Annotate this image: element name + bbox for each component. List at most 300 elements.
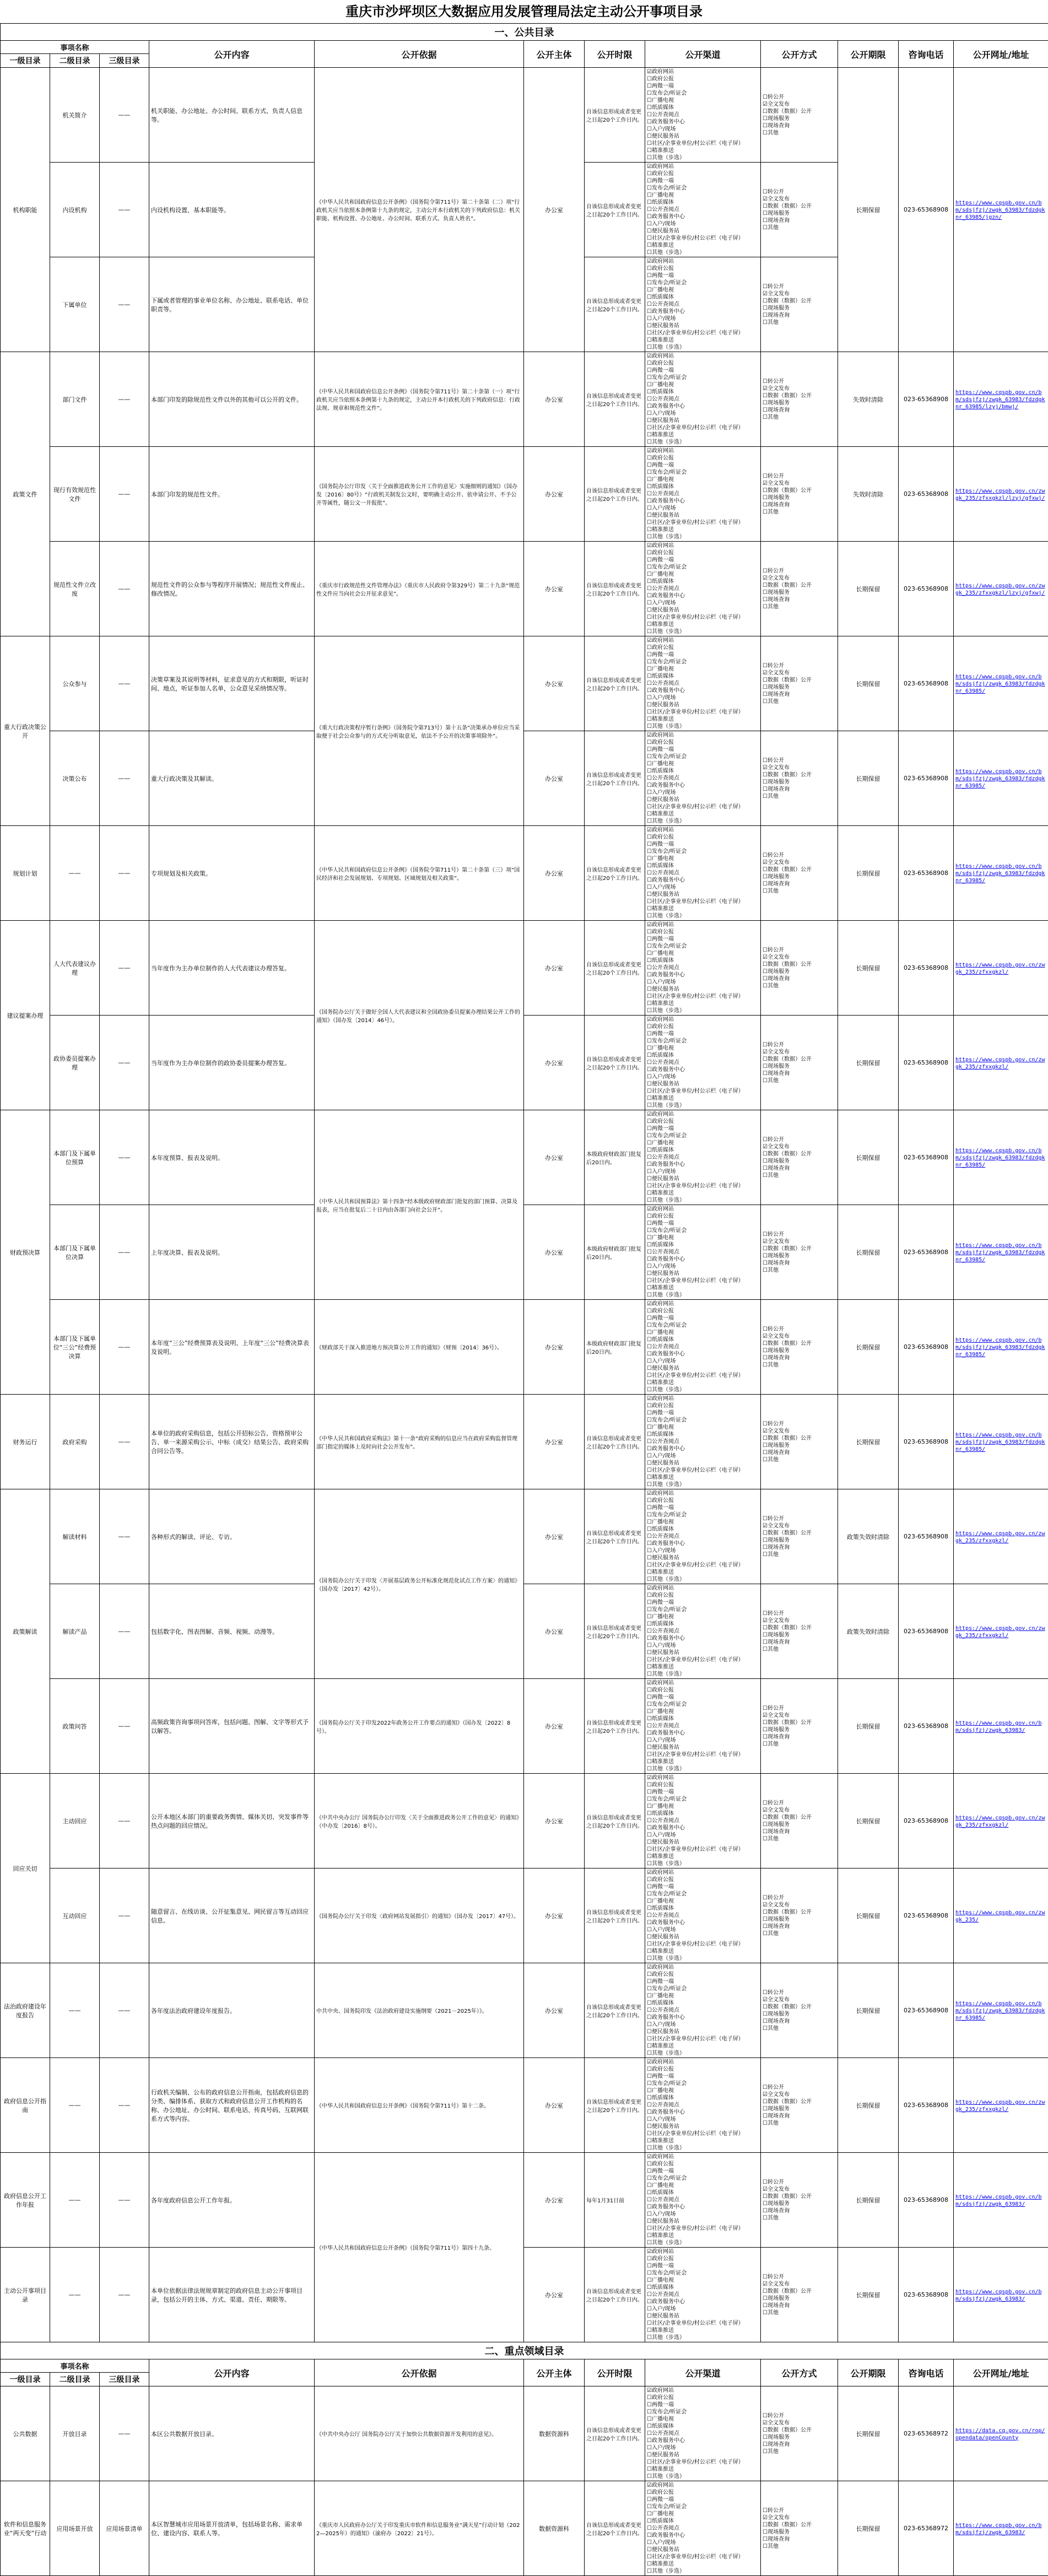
option-item: ☐其他（步选） xyxy=(647,818,759,825)
option-item: ☐公开查阅点 xyxy=(647,301,759,308)
option-item: ☐两微一端 xyxy=(647,2073,759,2080)
cell-method xyxy=(761,447,838,542)
cell-l2: 本部门及下属单位“三公”经费预决算 xyxy=(50,1300,100,1395)
cell-url xyxy=(954,68,1048,352)
cell-method xyxy=(761,352,838,447)
header-content: 公开内容 xyxy=(149,2359,315,2386)
option-item: ☐精准推送 xyxy=(647,1853,759,1860)
cell-l3: —— xyxy=(100,1205,149,1300)
option-item: ☐转公开 xyxy=(763,852,836,859)
cell-time: 自该信息形成或者变更之日起20个工作日内。 xyxy=(585,1395,645,1489)
url-link[interactable]: https://www.cqspb.gov.cn/bm/sdsjfzj/zwgk_63983/fdzdgknr_63985/ xyxy=(955,863,1045,884)
option-item: ☐数据（数据）公开 xyxy=(763,2427,836,2434)
option-item: ☐政务服务中心 xyxy=(647,2437,759,2444)
cell-period: 长期保留 xyxy=(838,68,899,352)
option-item: ☐政务服务中心 xyxy=(647,877,759,884)
cell-phone: 023-65368908 xyxy=(899,447,954,542)
cell-subject: 办公室 xyxy=(524,2153,585,2248)
option-item: ☐两微一端 xyxy=(647,651,759,658)
option-item: ☐纸质媒体 xyxy=(647,1715,759,1722)
cell-l2: 政策问答 xyxy=(50,1679,100,1774)
cell-subject: 办公室 xyxy=(524,1679,585,1774)
option-item: ☐转公开 xyxy=(763,2179,836,2186)
option-item: ☐其他（步选） xyxy=(647,1860,759,1867)
option-item: ☑政府网站 xyxy=(647,353,759,360)
option-item: ☐两微一端 xyxy=(647,83,759,90)
cell-l3: —— xyxy=(100,1868,149,1963)
table-row xyxy=(1,1489,1048,1584)
option-item: ☐现场查询 xyxy=(763,691,836,698)
cell-time: 自该信息形成或者变更之日起20个工作日内。 xyxy=(585,1868,645,1963)
option-item: ☐社区/企事业单位/村公示栏（电子屏） xyxy=(647,993,759,1000)
option-item: ☐公开查阅点 xyxy=(647,2291,759,2298)
option-item: ☐政府公报 xyxy=(647,455,759,462)
cell-phone: 023-65368908 xyxy=(899,1205,954,1300)
option-item: ☑政府网站 xyxy=(647,1300,759,1308)
option-item: ☐发布会/听证会 xyxy=(647,1038,759,1045)
cell-method xyxy=(761,542,838,636)
option-item: ☐转公开 xyxy=(763,473,836,480)
option-item: ☐其他（步选） xyxy=(647,1102,759,1109)
cell-subject: 办公室 xyxy=(524,1774,585,1868)
option-item: ☐数据（数据）公开 xyxy=(763,2003,836,2011)
url-link[interactable]: https://www.cqspb.gov.cn/bm/sdsjfzj/zwgk_63983/fdzdgknr_63985/ xyxy=(955,1432,1045,1452)
cell-phone: 023-65368908 xyxy=(899,636,954,731)
option-item: ☐其他（步选） xyxy=(647,439,759,446)
option-item: ☑全文发布 xyxy=(763,2186,836,2193)
cell-method xyxy=(761,1679,838,1774)
url-link[interactable]: https://www.cqspb.gov.cn/bm/sdsjfzj/zwgk_63983/fdzdgknr_63985/ xyxy=(955,1243,1045,1263)
cell-period: 长期保留 xyxy=(838,1774,899,1868)
cell-subject: 办公室 xyxy=(524,2248,585,2342)
cell-url xyxy=(954,636,1048,731)
url-link[interactable]: https://www.cqspb.gov.cn/zwgk_235/zfxxgkzl/lzyj/gfxwj/ xyxy=(955,583,1045,596)
option-item: ☐政府公报 xyxy=(647,1687,759,1694)
url-link[interactable]: https://www.cqspb.gov.cn/bm/sdsjfzj/zwgk_63983/fdzdgknr_63985/lzyj/bmwj/ xyxy=(955,390,1045,410)
option-item: ☐现场服务 xyxy=(763,684,836,691)
cell-subject: 办公室 xyxy=(524,1300,585,1395)
cell-l1: 政策解读 xyxy=(1,1489,50,1774)
option-item: ☐两微一端 xyxy=(647,2401,759,2408)
option-item: ☑全文发布 xyxy=(763,669,836,677)
option-item: ☐数据（数据）公开 xyxy=(763,866,836,873)
cell-method xyxy=(761,2386,838,2481)
option-item: ☐现场查询 xyxy=(763,2536,836,2543)
option-item: ☐发布会/听证会 xyxy=(647,1417,759,1424)
header-phone: 咨询电话 xyxy=(899,41,954,68)
option-item: ☐广播电视 xyxy=(647,1613,759,1621)
url-link[interactable]: https://www.cqspb.gov.cn/zwgk_235/zfxxgkzl/ xyxy=(955,1057,1045,1070)
option-item: ☐政务服务中心 xyxy=(647,1351,759,1358)
option-item: ☐公开查阅点 xyxy=(647,1249,759,1256)
section-title: 一、公共目录 xyxy=(1,24,1048,41)
cell-l2: 规范性文件立改废 xyxy=(50,542,100,636)
url-link[interactable]: https://www.cqspb.gov.cn/bm/sdsjfzj/zwgk_63983/fdzdgknr_63985/ xyxy=(955,769,1045,789)
cell-channel xyxy=(645,1300,761,1395)
option-item: ☐政府公报 xyxy=(647,1213,759,1220)
option-item: ☐便民服务站 xyxy=(647,2123,759,2130)
option-item: ☐发布会/听证会 xyxy=(647,1606,759,1613)
cell-url xyxy=(954,1016,1048,1110)
option-item: ☐其他 xyxy=(763,1741,836,1748)
url-link[interactable]: https://www.cqspb.gov.cn/bm/sdsjfzj/zwgk_63983/ xyxy=(955,1720,1042,1733)
option-item: ☐社区/企事业单位/村公示栏（电子屏） xyxy=(647,1088,759,1095)
cell-url xyxy=(954,1395,1048,1489)
option-item: ☐精准推送 xyxy=(647,1284,759,1292)
option-item: ☐精准推送 xyxy=(647,2232,759,2239)
table-row xyxy=(1,447,1048,542)
cell-phone: 023-65368908 xyxy=(899,1963,954,2058)
option-item: ☐两微一端 xyxy=(647,1220,759,1227)
url-link[interactable]: https://www.cqspb.gov.cn/bm/sdsjfzj/zwgk_63983/ xyxy=(955,2523,1042,2536)
option-item: ☐广播电视 xyxy=(647,381,759,388)
url-link[interactable]: https://www.cqspb.gov.cn/bm/sdsjfzj/zwgk_63983/fdzdgknr_63985/ xyxy=(955,2001,1045,2021)
option-item: ☑全文发布 xyxy=(763,1049,836,1056)
cell-basis: 《中华人民共和国政府信息公开条例》（国务院令第711号）第二十条第（二）项“行政机关应当依照本条例第十九条的规定，主动公开本行政机关的下列政府信息：机关职能、机构设置、办公地址、办公时间、联系方式、负责人姓名”。 xyxy=(315,68,524,352)
option-item: ☐精准推送 xyxy=(647,526,759,533)
option-item: ☑政府网站 xyxy=(647,68,759,75)
url-link[interactable]: https://www.cqspb.gov.cn/zwgk_235/zfxxgkzl/ xyxy=(955,1815,1045,1828)
option-item: ☐广播电视 xyxy=(647,2182,759,2189)
option-item: ☐便民服务站 xyxy=(647,322,759,330)
cell-channel xyxy=(645,163,761,257)
option-item: ☐政府公报 xyxy=(647,928,759,936)
option-item: ☐发布会/听证会 xyxy=(647,1796,759,1803)
option-item: ☐其他 xyxy=(763,1362,836,1369)
cell-content: 专项规划及相关政策。 xyxy=(149,826,315,921)
option-item: ☐政府公报 xyxy=(647,1876,759,1883)
option-item: ☐政府公报 xyxy=(647,75,759,83)
option-item: ☐发布会/听证会 xyxy=(647,185,759,192)
option-item: ☐两微一端 xyxy=(647,272,759,279)
url-link[interactable]: https://www.cqspb.gov.cn/bm/sdsjfzj/zwgk_63983/fdzdgknr_63985/ xyxy=(955,674,1045,694)
cell-content: 本单位依据法律法规规章制定的政府信息主动公开事项目录，包括公开的主体、方式、渠道、责任、期限等。 xyxy=(149,2248,315,2342)
option-item: ☐政务服务中心 xyxy=(647,1445,759,1452)
section-row xyxy=(1,24,1048,41)
url-link[interactable]: https://www.cqspb.gov.cn/zwgk_235/zfxxgkzl/ xyxy=(955,2099,1045,2113)
cell-l2: 政协委员提案办理 xyxy=(50,1016,100,1110)
option-item: ☐现场服务 xyxy=(763,1821,836,1828)
table-row xyxy=(1,1300,1048,1395)
option-item: ☑政府网站 xyxy=(647,1679,759,1687)
option-item: ☐政务服务中心 xyxy=(647,1730,759,1737)
option-item: ☐公开查阅点 xyxy=(647,2196,759,2204)
cell-channel xyxy=(645,2386,761,2481)
option-item: ☐政府公报 xyxy=(647,2489,759,2496)
cell-l2: —— xyxy=(50,2058,100,2153)
cell-basis: 《中华人民共和国政府信息公开条例》（国务院令第711号）第二十条第（一）项“行政机关应当依照本条例第十九条的规定，主动公开本行政机关的下列政府信息：行政法规、规章和规范性文件”。 xyxy=(315,352,524,447)
option-item: ☐转公开 xyxy=(763,1989,836,1996)
cell-l1: 政府信息公开指南 xyxy=(1,2058,50,2153)
option-item: ☑全文发布 xyxy=(763,1807,836,1814)
option-item: ☐两微一端 xyxy=(647,2168,759,2175)
option-item: ☐发布会/听证会 xyxy=(647,1227,759,1234)
option-item: ☐转公开 xyxy=(763,1136,836,1143)
cell-time: 本级政府财政部门批复后20日内。 xyxy=(585,1300,645,1395)
cell-content: 规范性文件的公众参与等程序开展情况；规范性文件废止、修改情况。 xyxy=(149,542,315,636)
cell-content: 本区智慧城市应用场景开放清单，包括场景名称、需求单位、建设内容、联系人等。 xyxy=(149,2481,315,2576)
option-item: ☑政府网站 xyxy=(647,1774,759,1781)
cell-subject: 办公室 xyxy=(524,636,585,731)
option-item: ☐转公开 xyxy=(763,1515,836,1522)
option-item: ☐现场查询 xyxy=(763,596,836,603)
option-item: ☑全文发布 xyxy=(763,1522,836,1530)
url-link[interactable]: https://www.cqspb.gov.cn/zwgk_235/zfxxgkzl/ xyxy=(955,1625,1045,1639)
cell-subject: 办公室 xyxy=(524,921,585,1016)
option-item: ☐现场服务 xyxy=(763,115,836,122)
cell-l3: —— xyxy=(100,636,149,731)
option-item: ☐社区/企事业单位/村公示栏（电子屏） xyxy=(647,424,759,431)
option-item: ☐精准推送 xyxy=(647,1000,759,1007)
cell-l3: —— xyxy=(100,1584,149,1679)
cell-period: 长期保留 xyxy=(838,1110,899,1205)
option-item: ☐其他（步选） xyxy=(647,154,759,161)
cell-url xyxy=(954,921,1048,1016)
option-item: ☐政务服务中心 xyxy=(647,213,759,220)
option-item: ☐公开查阅点 xyxy=(647,2525,759,2532)
cell-url xyxy=(954,2153,1048,2248)
option-item: ☐现场服务 xyxy=(763,2105,836,2113)
table-row xyxy=(1,1110,1048,1205)
cell-channel xyxy=(645,826,761,921)
cell-url xyxy=(954,1110,1048,1205)
option-item: ☐入户/现场 xyxy=(647,1452,759,1460)
option-item: ☐便民服务站 xyxy=(647,1460,759,1467)
url-link[interactable]: https://data.cq.gov.cn/rop/opendata/openCounty xyxy=(955,2428,1045,2441)
option-item: ☐数据（数据）公开 xyxy=(763,582,836,589)
option-item: ☐两微一端 xyxy=(647,1409,759,1417)
option-item: ☐发布会/听证会 xyxy=(647,753,759,760)
option-item: ☐入户/现场 xyxy=(647,505,759,512)
option-item: ☐入户/现场 xyxy=(647,884,759,891)
cell-subject: 数据资源科 xyxy=(524,2481,585,2576)
option-item: ☐便民服务站 xyxy=(647,1649,759,1656)
cell-channel xyxy=(645,731,761,826)
option-item: ☐两微一端 xyxy=(647,936,759,943)
option-item: ☐现场服务 xyxy=(763,1252,836,1260)
cell-time: 自该信息形成或者变更之日起20个工作日内。 xyxy=(585,1016,645,1110)
option-item: ☐政务服务中心 xyxy=(647,2532,759,2539)
header-l3: 三级目录 xyxy=(100,2373,149,2386)
option-item: ☐数据（数据）公开 xyxy=(763,1435,836,1442)
option-item: ☐精准推送 xyxy=(647,811,759,818)
header-channel: 公开渠道 xyxy=(645,41,761,68)
option-item: ☐发布会/听证会 xyxy=(647,564,759,571)
cell-l3: —— xyxy=(100,1679,149,1774)
option-item: ☐入户/现场 xyxy=(647,789,759,796)
cell-method xyxy=(761,1016,838,1110)
cell-period: 长期保留 xyxy=(838,1205,899,1300)
cell-time: 本级政府财政部门批复后20日内。 xyxy=(585,1110,645,1205)
table-row xyxy=(1,2153,1048,2248)
cell-l3: 应用场景清单 xyxy=(100,2481,149,2576)
option-item: ☐政府公报 xyxy=(647,1971,759,1978)
option-item: ☐发布会/听证会 xyxy=(647,2408,759,2416)
cell-content: 随意留言、在线访谈、公开征集意见、网民留言等互动回应信息。 xyxy=(149,1868,315,1963)
url-link[interactable]: https://www.cqspb.gov.cn/bm/sdsjfzj/zwgk_63983/ xyxy=(955,2194,1042,2207)
option-item: ☐其他（步选） xyxy=(647,2568,759,2575)
cell-period: 长期保留 xyxy=(838,1963,899,2058)
option-item: ☐其他（步选） xyxy=(647,2473,759,2480)
option-item: ☐现场服务 xyxy=(763,589,836,596)
option-item: ☐社区/企事业单位/村公示栏（电子屏） xyxy=(647,1751,759,1758)
option-item: ☐数据（数据）公开 xyxy=(763,203,836,210)
option-item: ☐现场服务 xyxy=(763,2295,836,2302)
cell-l3: —— xyxy=(100,352,149,447)
cell-period: 长期保留 xyxy=(838,731,899,826)
option-item: ☐精准推送 xyxy=(647,431,759,439)
header-basis: 公开依据 xyxy=(315,2359,524,2386)
option-item: ☐广播电视 xyxy=(647,1140,759,1147)
header-row xyxy=(1,2359,1048,2373)
option-item: ☐公开查阅点 xyxy=(647,1912,759,1919)
cell-l3: —— xyxy=(100,68,149,163)
option-item: ☐入户/现场 xyxy=(647,2305,759,2313)
option-item: ☐纸质媒体 xyxy=(647,2189,759,2196)
cell-period: 长期保留 xyxy=(838,1679,899,1774)
option-item: ☐现场查询 xyxy=(763,407,836,414)
option-item: ☐两微一端 xyxy=(647,177,759,185)
option-item: ☐政务服务中心 xyxy=(647,687,759,694)
header-time: 公开时限 xyxy=(585,2359,645,2386)
table-row xyxy=(1,1016,1048,1110)
url-link[interactable]: https://www.cqspb.gov.cn/zwgk_235/zfxxgkzl/ xyxy=(955,1531,1045,1544)
option-item: ☐纸质媒体 xyxy=(647,578,759,585)
option-item: ☐数据（数据）公开 xyxy=(763,677,836,684)
option-item: ☐广播电视 xyxy=(647,1424,759,1431)
table-row xyxy=(1,2248,1048,2342)
option-item: ☐纸质媒体 xyxy=(647,2094,759,2102)
cell-time: 自该信息形成或者变更之日起20个工作日内。 xyxy=(585,2058,645,2153)
option-item: ☐精准推送 xyxy=(647,1758,759,1765)
option-item: ☐数据（数据）公开 xyxy=(763,1340,836,1347)
option-item: ☐广播电视 xyxy=(647,760,759,768)
option-item: ☐入户/现场 xyxy=(647,600,759,607)
cell-url xyxy=(954,731,1048,826)
option-item: ☐精准推送 xyxy=(647,1190,759,1197)
option-item: ☐政务服务中心 xyxy=(647,782,759,789)
cell-url xyxy=(954,1774,1048,1868)
option-item: ☐政务服务中心 xyxy=(647,592,759,600)
option-item: ☐其他（步选） xyxy=(647,1955,759,1962)
option-item: ☐其他 xyxy=(763,1456,836,1463)
option-item: ☐转公开 xyxy=(763,1800,836,1807)
option-item: ☐社区/企事业单位/村公示栏（电子屏） xyxy=(647,1372,759,1379)
option-item: ☐发布会/听证会 xyxy=(647,1985,759,1992)
option-item: ☐现场查询 xyxy=(763,975,836,982)
cell-period: 长期保留 xyxy=(838,2153,899,2248)
cell-time: 自该信息形成或者变更之日起20个工作日内。 xyxy=(585,163,645,257)
cell-period: 长期保留 xyxy=(838,2058,899,2153)
url-link[interactable]: https://www.cqspb.gov.cn/bm/sdsjfzj/zwgk_63983/fdzdgknr_63985/ xyxy=(955,1337,1045,1358)
option-item: ☐精准推送 xyxy=(647,147,759,154)
option-item: ☐广播电视 xyxy=(647,2087,759,2094)
option-item: ☐社区/企事业单位/村公示栏（电子屏） xyxy=(647,2459,759,2466)
option-item: ☐现场服务 xyxy=(763,873,836,881)
option-item: ☐其他（步选） xyxy=(647,2239,759,2246)
option-item: ☐现场服务 xyxy=(763,1726,836,1733)
option-item: ☐政务服务中心 xyxy=(647,2298,759,2305)
option-item: ☐两微一端 xyxy=(647,1315,759,1322)
option-item: ☐纸质媒体 xyxy=(647,1526,759,1533)
option-item: ☐其他（步选） xyxy=(647,1386,759,1394)
option-item: ☐政务服务中心 xyxy=(647,1824,759,1832)
cell-phone: 023-65368908 xyxy=(899,2248,954,2342)
option-item: ☐便民服务站 xyxy=(647,986,759,993)
option-item: ☐两微一端 xyxy=(647,841,759,848)
option-item: ☐政务服务中心 xyxy=(647,2014,759,2021)
cell-l3: —— xyxy=(100,2248,149,2342)
option-item: ☐数据（数据）公开 xyxy=(763,2288,836,2295)
option-item: ☑全文发布 xyxy=(763,2514,836,2521)
option-item: ☐政府公报 xyxy=(647,1118,759,1125)
url-link[interactable]: https://www.cqspb.gov.cn/zwgk_235/zfxxgkzl/lzyj/gfxwj/ xyxy=(955,488,1045,501)
option-item: ☐精准推送 xyxy=(647,2043,759,2050)
cell-l3: —— xyxy=(100,1110,149,1205)
option-item: ☐现场服务 xyxy=(763,2011,836,2018)
option-item: ☑政府网站 xyxy=(647,258,759,265)
cell-time: 自该信息形成或者变更之日起20个工作日内。 xyxy=(585,921,645,1016)
cell-method xyxy=(761,2481,838,2576)
option-item: ☐公开查阅点 xyxy=(647,2007,759,2014)
cell-method xyxy=(761,1300,838,1395)
cell-channel xyxy=(645,2153,761,2248)
url-link[interactable]: https://www.cqspb.gov.cn/bm/sdsjfzj/zwgk_63983/fdzdgknr_63985/ xyxy=(955,1148,1045,1168)
option-item: ☐其他（步选） xyxy=(647,2334,759,2341)
option-item: ☐公开查阅点 xyxy=(647,206,759,213)
cell-l3: —— xyxy=(100,257,149,352)
option-item: ☐现场服务 xyxy=(763,1442,836,1449)
option-item: ☐现场查询 xyxy=(763,1165,836,1172)
cell-channel xyxy=(645,352,761,447)
cell-basis: 《中华人民共和国政府信息公开条例》（国务院令第711号）第十二条。 xyxy=(315,2058,524,2153)
cell-l3: —— xyxy=(100,2058,149,2153)
option-item: ☐纸质媒体 xyxy=(647,2284,759,2291)
cell-phone: 023-65368908 xyxy=(899,68,954,352)
option-item: ☐两微一端 xyxy=(647,367,759,374)
option-item: ☐公开查阅点 xyxy=(647,1722,759,1730)
cell-l1: 机构职能 xyxy=(1,68,50,352)
option-item: ☐数据（数据）公开 xyxy=(763,1814,836,1821)
url-link[interactable]: https://www.cqspb.gov.cn/zwgk_235/zfxxgkzl/ xyxy=(955,962,1045,975)
cell-phone: 023-65368908 xyxy=(899,826,954,921)
option-item: ☑全文发布 xyxy=(763,2281,836,2288)
option-item: ☐现场服务 xyxy=(763,2434,836,2441)
option-item: ☐其他 xyxy=(763,509,836,516)
option-item: ☐便民服务站 xyxy=(647,2546,759,2553)
option-item: ☐其他 xyxy=(763,224,836,231)
cell-phone: 023-65368908 xyxy=(899,1868,954,1963)
url-link[interactable]: https://www.cqspb.gov.cn/zwgk_235/ xyxy=(955,1910,1045,1923)
cell-l3: —— xyxy=(100,921,149,1016)
cell-l1: 主动公开事项目录 xyxy=(1,2248,50,2342)
cell-subject: 办公室 xyxy=(524,352,585,447)
cell-url xyxy=(954,2248,1048,2342)
cell-content: 本年度“三公”经费预算表及说明、上年度“三公”经费决算表及说明。 xyxy=(149,1300,315,1395)
cell-basis: 《财政部关于深入推进地方预决算公开工作的通知》（财预〔2014〕36号）。 xyxy=(315,1300,524,1395)
page-title: 重庆市沙坪坝区大数据应用发展管理局法定主动公开事项目录 xyxy=(0,0,1048,23)
option-item: ☐数据（数据）公开 xyxy=(763,2098,836,2105)
option-item: ☐政府公报 xyxy=(647,2161,759,2168)
url-link[interactable]: https://www.cqspb.gov.cn/bm/sdsjfzj/zwgk_63983/ xyxy=(955,2289,1042,2302)
option-item: ☐两微一端 xyxy=(647,1125,759,1132)
table-row xyxy=(1,68,1048,163)
url-link[interactable]: https://www.cqspb.gov.cn/bm/sdsjfzj/zwgk_63983/fdzdgknr_63985/jgzn/ xyxy=(955,200,1045,220)
option-item: ☐转公开 xyxy=(763,378,836,385)
option-item: ☐转公开 xyxy=(763,1041,836,1049)
option-item: ☐入户/现场 xyxy=(647,1926,759,1934)
cell-time: 每年1月31日前 xyxy=(585,2153,645,2248)
